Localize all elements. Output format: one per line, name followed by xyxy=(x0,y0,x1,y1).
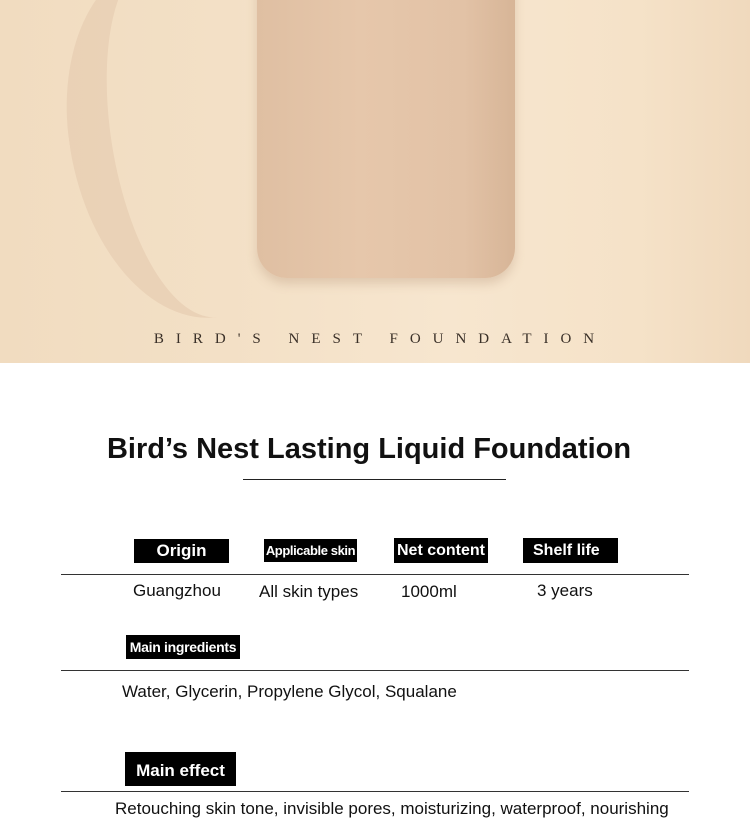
main-ingredients-label: Main ingredients xyxy=(126,635,240,659)
product-title: Bird’s Nest Lasting Liquid Foundation xyxy=(106,433,632,465)
applicable-skin-label: Applicable skin xyxy=(264,539,357,562)
main-effect-label: Main effect xyxy=(125,752,236,786)
foundation-bottle xyxy=(257,0,515,278)
net-content-value: 1000ml xyxy=(401,582,457,601)
divider xyxy=(61,670,689,671)
applicable-skin-value: All skin types xyxy=(259,582,359,601)
brand-line: BIRD'S NEST FOUNDATION xyxy=(153,331,607,347)
origin-label: Origin xyxy=(134,539,229,563)
divider xyxy=(61,574,689,575)
origin-value: Guangzhou xyxy=(133,581,221,600)
divider xyxy=(61,791,689,792)
main-ingredients-value: Water, Glycerin, Propylene Glycol, Squalane xyxy=(122,682,457,701)
net-content-label: Net content xyxy=(394,538,488,563)
product-hero-image xyxy=(0,0,750,363)
title-underline xyxy=(243,479,506,480)
shelf-life-label: Shelf life xyxy=(523,538,618,563)
shelf-life-value: 3 years xyxy=(537,581,593,600)
main-effect-value: Retouching skin tone, invisible pores, moisturizing, waterproof, nourishing xyxy=(115,799,669,818)
